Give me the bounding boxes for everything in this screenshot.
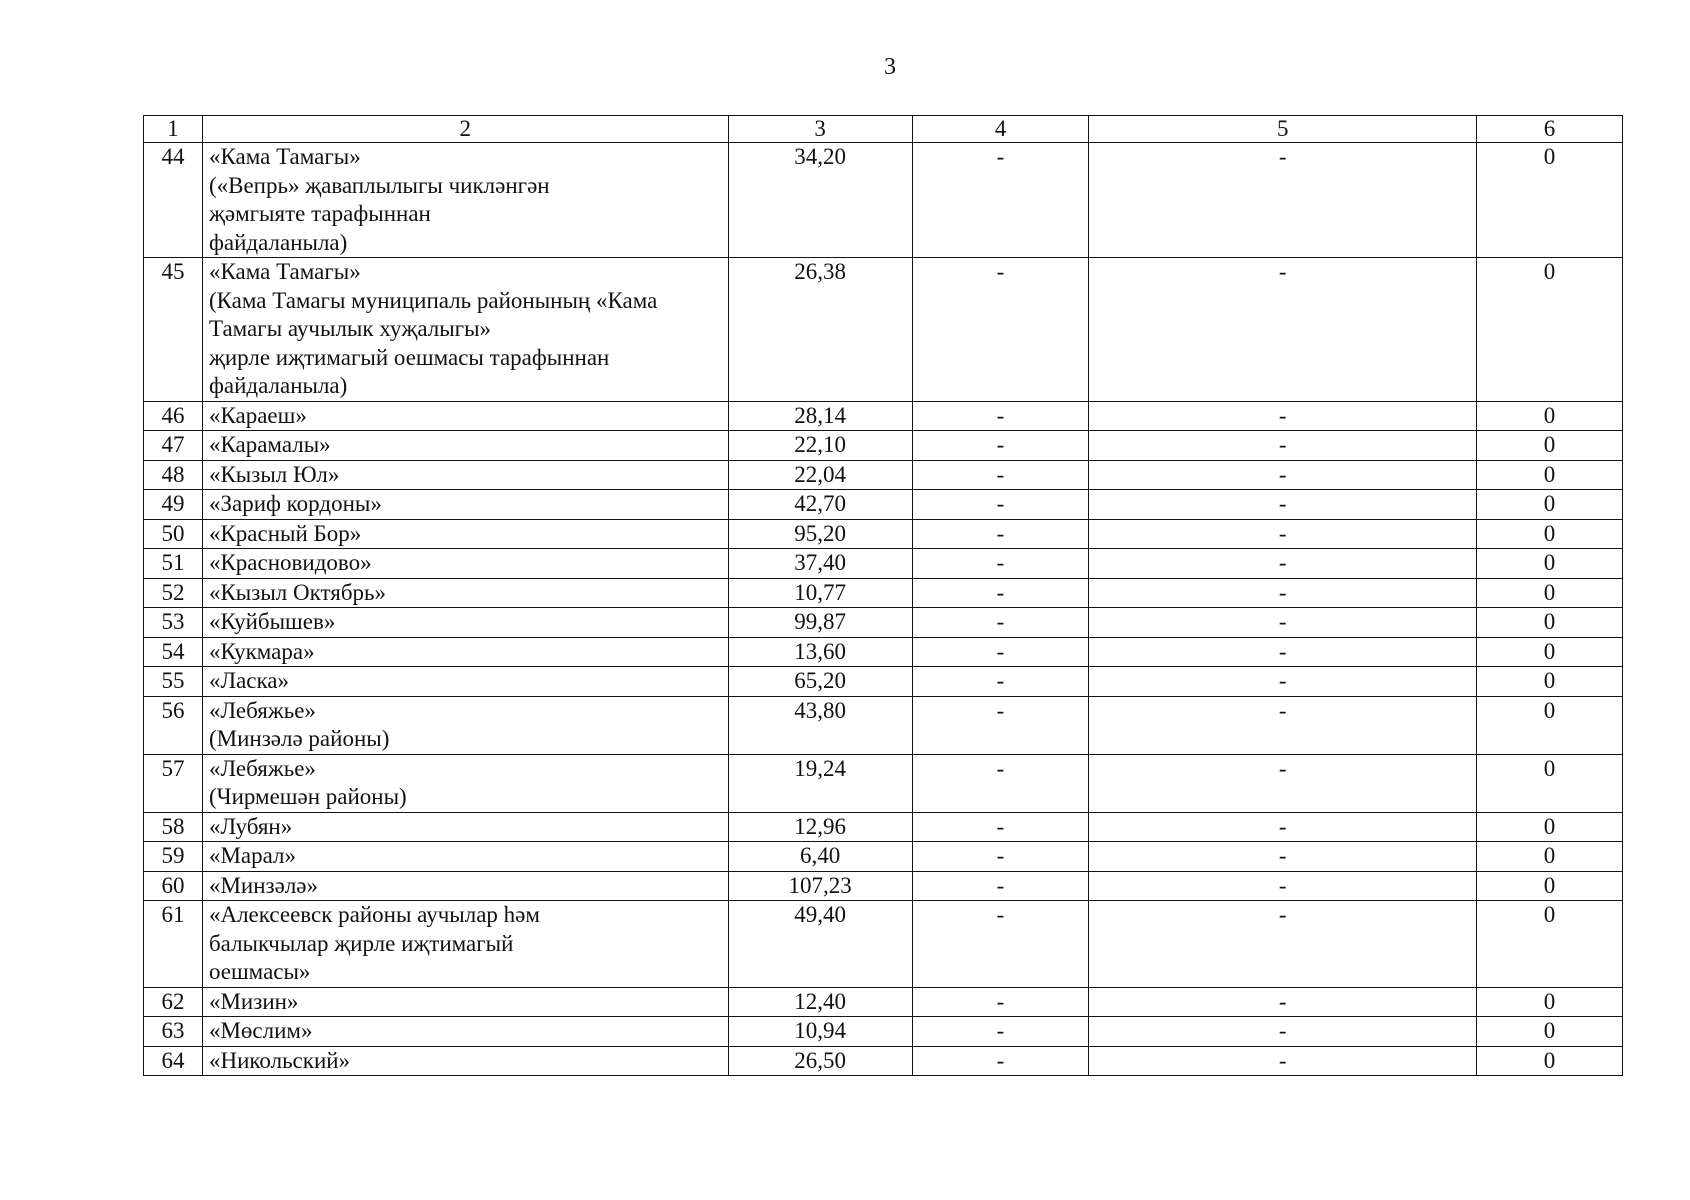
- area-value: 28,14: [728, 401, 912, 431]
- row-number: 57: [144, 754, 203, 812]
- column-4-value: -: [912, 258, 1089, 402]
- area-value: 43,80: [728, 696, 912, 754]
- hunting-ground-name: «Караеш»: [202, 401, 728, 431]
- hunting-ground-name: «Зариф кордоны»: [202, 490, 728, 520]
- hunting-ground-name: «Карамалы»: [202, 431, 728, 461]
- row-number: 49: [144, 490, 203, 520]
- row-number: 51: [144, 549, 203, 579]
- column-6-value: 0: [1477, 549, 1623, 579]
- column-4-value: -: [912, 1046, 1089, 1076]
- area-value: 12,96: [728, 812, 912, 842]
- column-6-value: 0: [1477, 901, 1623, 988]
- column-header: 6: [1477, 116, 1623, 143]
- table-row: [144, 608, 1623, 638]
- column-header: 3: [728, 116, 912, 143]
- column-4-value: -: [912, 901, 1089, 988]
- column-5-value: -: [1089, 901, 1477, 988]
- hunting-ground-name: «Минзәлә»: [202, 871, 728, 901]
- area-value: 13,60: [728, 637, 912, 667]
- column-5-value: -: [1089, 490, 1477, 520]
- column-4-value: -: [912, 667, 1089, 697]
- row-number: 64: [144, 1046, 203, 1076]
- column-6-value: 0: [1477, 1017, 1623, 1047]
- hunting-ground-name: «Красновидово»: [202, 549, 728, 579]
- column-6-value: 0: [1477, 667, 1623, 697]
- table-row: [144, 549, 1623, 579]
- column-6-value: 0: [1477, 258, 1623, 402]
- column-4-value: -: [912, 871, 1089, 901]
- column-5-value: -: [1089, 431, 1477, 461]
- column-5-value: -: [1089, 143, 1477, 258]
- hunting-ground-name: «Куйбышев»: [202, 608, 728, 638]
- area-value: 107,23: [728, 871, 912, 901]
- column-5-value: -: [1089, 754, 1477, 812]
- column-5-value: -: [1089, 258, 1477, 402]
- hunting-ground-name: «Кама Тамагы» («Вепрь» җаваплылыгы чикләнгән җәмгыяте тарафыннан файдаланыла): [202, 143, 728, 258]
- column-5-value: -: [1089, 1046, 1477, 1076]
- column-6-value: 0: [1477, 1046, 1623, 1076]
- column-5-value: -: [1089, 549, 1477, 579]
- column-5-value: -: [1089, 637, 1477, 667]
- table-row: [144, 754, 1623, 812]
- area-value: 37,40: [728, 549, 912, 579]
- area-value: 26,38: [728, 258, 912, 402]
- column-6-value: 0: [1477, 490, 1623, 520]
- column-4-value: -: [912, 143, 1089, 258]
- hunting-ground-name: «Кукмара»: [202, 637, 728, 667]
- column-6-value: 0: [1477, 608, 1623, 638]
- row-number: 55: [144, 667, 203, 697]
- area-value: 6,40: [728, 842, 912, 872]
- row-number: 60: [144, 871, 203, 901]
- column-4-value: -: [912, 519, 1089, 549]
- column-6-value: 0: [1477, 812, 1623, 842]
- column-6-value: 0: [1477, 637, 1623, 667]
- hunting-ground-name: «Лебяжье» (Чирмешән районы): [202, 754, 728, 812]
- area-value: 22,10: [728, 431, 912, 461]
- row-number: 45: [144, 258, 203, 402]
- column-5-value: -: [1089, 667, 1477, 697]
- column-header: 5: [1089, 116, 1477, 143]
- row-number: 56: [144, 696, 203, 754]
- column-6-value: 0: [1477, 987, 1623, 1017]
- hunting-ground-name: «Кызыл Октябрь»: [202, 578, 728, 608]
- column-4-value: -: [912, 460, 1089, 490]
- area-value: 34,20: [728, 143, 912, 258]
- table-row: [144, 842, 1623, 872]
- area-value: 42,70: [728, 490, 912, 520]
- area-value: 26,50: [728, 1046, 912, 1076]
- column-4-value: -: [912, 754, 1089, 812]
- column-4-value: -: [912, 696, 1089, 754]
- row-number: 58: [144, 812, 203, 842]
- table-row: [144, 871, 1623, 901]
- column-4-value: -: [912, 1017, 1089, 1047]
- column-5-value: -: [1089, 578, 1477, 608]
- row-number: 50: [144, 519, 203, 549]
- area-value: 10,94: [728, 1017, 912, 1047]
- column-4-value: -: [912, 578, 1089, 608]
- column-4-value: -: [912, 490, 1089, 520]
- hunting-grounds-table: [143, 115, 1623, 1076]
- hunting-ground-name: «Никольский»: [202, 1046, 728, 1076]
- table-row: [144, 519, 1623, 549]
- column-5-value: -: [1089, 460, 1477, 490]
- table-row: [144, 1046, 1623, 1076]
- column-4-value: -: [912, 812, 1089, 842]
- table-row: [144, 431, 1623, 461]
- row-number: 48: [144, 460, 203, 490]
- column-6-value: 0: [1477, 871, 1623, 901]
- table-row: [144, 258, 1623, 402]
- area-value: 49,40: [728, 901, 912, 988]
- column-5-value: -: [1089, 519, 1477, 549]
- hunting-ground-name: «Марал»: [202, 842, 728, 872]
- row-number: 44: [144, 143, 203, 258]
- table-header-row: [144, 116, 1623, 143]
- column-header: 4: [912, 116, 1089, 143]
- hunting-ground-name: «Кызыл Юл»: [202, 460, 728, 490]
- table-row: [144, 696, 1623, 754]
- hunting-ground-name: «Ласка»: [202, 667, 728, 697]
- row-number: 59: [144, 842, 203, 872]
- table-row: [144, 460, 1623, 490]
- area-value: 19,24: [728, 754, 912, 812]
- column-5-value: -: [1089, 608, 1477, 638]
- table-row: [144, 901, 1623, 988]
- column-5-value: -: [1089, 871, 1477, 901]
- column-6-value: 0: [1477, 842, 1623, 872]
- table-row: [144, 667, 1623, 697]
- table-row: [144, 490, 1623, 520]
- column-4-value: -: [912, 987, 1089, 1017]
- column-4-value: -: [912, 549, 1089, 579]
- row-number: 52: [144, 578, 203, 608]
- table-row: [144, 401, 1623, 431]
- row-number: 63: [144, 1017, 203, 1047]
- column-5-value: -: [1089, 696, 1477, 754]
- hunting-ground-name: «Кама Тамагы» (Кама Тамагы муниципаль районының «Кама Тамагы аучылык хуҗалыгы» җирле иҗтимагый оешмасы тарафыннан файдаланыла): [202, 258, 728, 402]
- row-number: 53: [144, 608, 203, 638]
- column-6-value: 0: [1477, 431, 1623, 461]
- column-5-value: -: [1089, 812, 1477, 842]
- column-5-value: -: [1089, 987, 1477, 1017]
- area-value: 10,77: [728, 578, 912, 608]
- column-4-value: -: [912, 842, 1089, 872]
- page-number: 3: [884, 54, 896, 80]
- column-4-value: -: [912, 608, 1089, 638]
- row-number: 62: [144, 987, 203, 1017]
- area-value: 22,04: [728, 460, 912, 490]
- table-row: [144, 1017, 1623, 1047]
- column-5-value: -: [1089, 1017, 1477, 1047]
- column-4-value: -: [912, 431, 1089, 461]
- column-4-value: -: [912, 637, 1089, 667]
- column-6-value: 0: [1477, 578, 1623, 608]
- table-row: [144, 987, 1623, 1017]
- area-value: 12,40: [728, 987, 912, 1017]
- row-number: 61: [144, 901, 203, 988]
- column-header: 2: [202, 116, 728, 143]
- row-number: 47: [144, 431, 203, 461]
- hunting-ground-name: «Лубян»: [202, 812, 728, 842]
- row-number: 54: [144, 637, 203, 667]
- hunting-ground-name: «Мөслим»: [202, 1017, 728, 1047]
- column-5-value: -: [1089, 842, 1477, 872]
- column-4-value: -: [912, 401, 1089, 431]
- column-6-value: 0: [1477, 754, 1623, 812]
- column-header: 1: [144, 116, 203, 143]
- column-6-value: 0: [1477, 696, 1623, 754]
- table-row: [144, 143, 1623, 258]
- column-6-value: 0: [1477, 401, 1623, 431]
- column-5-value: -: [1089, 401, 1477, 431]
- column-6-value: 0: [1477, 143, 1623, 258]
- column-6-value: 0: [1477, 519, 1623, 549]
- hunting-ground-name: «Алексеевск районы аучылар һәм балыкчылар җирле иҗтимагый оешмасы»: [202, 901, 728, 988]
- hunting-ground-name: «Красный Бор»: [202, 519, 728, 549]
- column-6-value: 0: [1477, 460, 1623, 490]
- row-number: 46: [144, 401, 203, 431]
- hunting-ground-name: «Мизин»: [202, 987, 728, 1017]
- hunting-ground-name: «Лебяжье» (Минзәлә районы): [202, 696, 728, 754]
- area-value: 99,87: [728, 608, 912, 638]
- area-value: 65,20: [728, 667, 912, 697]
- table-row: [144, 812, 1623, 842]
- area-value: 95,20: [728, 519, 912, 549]
- table-row: [144, 578, 1623, 608]
- table-row: [144, 637, 1623, 667]
